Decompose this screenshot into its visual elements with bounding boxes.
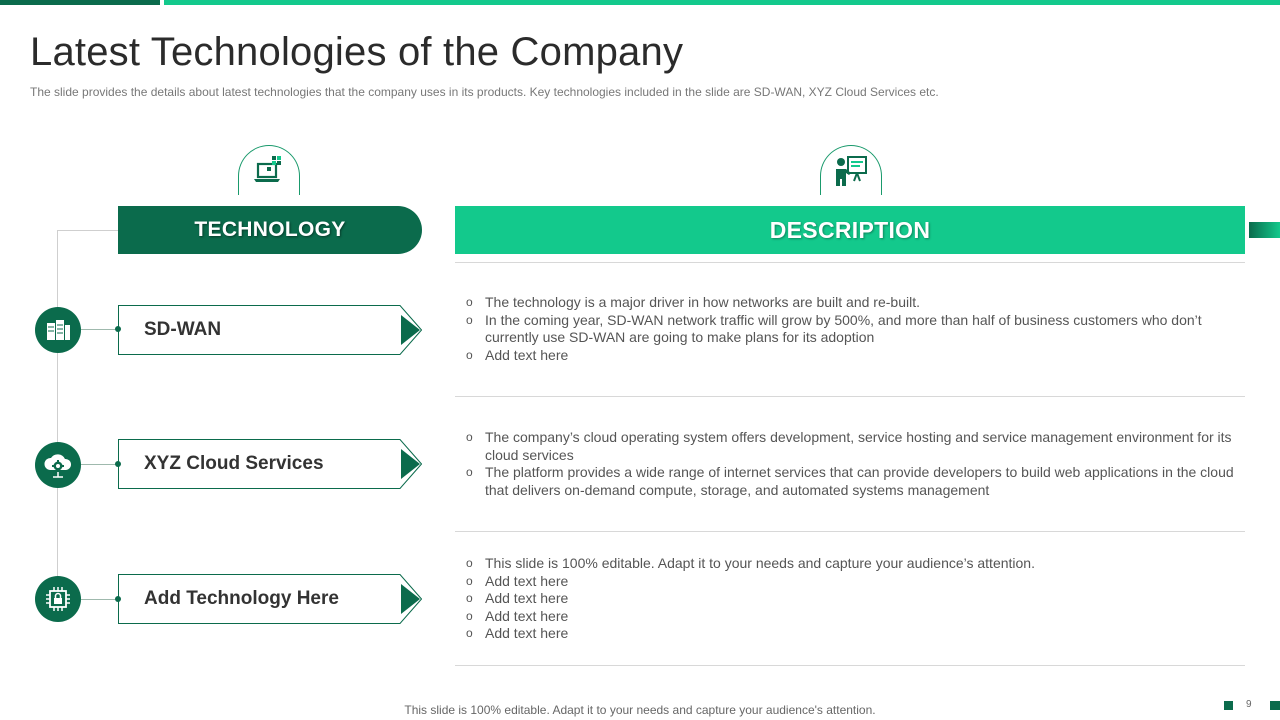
row-1-icon-circle: [35, 307, 81, 353]
list-item: o Add text here: [466, 346, 569, 363]
row-1-connector: [81, 329, 118, 330]
list-item: o This slide is 100% editable. Adapt it to your needs and capture your audience’s attention.: [466, 555, 1035, 571]
bullet-icon: o: [466, 626, 473, 641]
description-header-icon-frame: [820, 145, 882, 195]
list-item: o Add text here: [466, 625, 569, 642]
row-3-icon-circle: [35, 576, 81, 622]
description-header: [455, 206, 1245, 254]
right-accent-tab: [1249, 222, 1280, 238]
bullet-icon: o: [466, 465, 473, 480]
row-2-technology-box: [118, 439, 422, 489]
top-accent-bar-dark: [0, 0, 160, 5]
bullet-icon: o: [466, 591, 473, 606]
row-3-description-list: [466, 555, 1241, 643]
page-marker-right: [1270, 701, 1280, 710]
list-item: o Add text here: [466, 607, 569, 624]
row-2-connector: [81, 464, 118, 465]
timeline-top-connector: [57, 230, 118, 231]
row-3-technology-label: Add Technology Here: [144, 588, 339, 609]
page-number: 9: [1246, 699, 1252, 710]
technology-header: [118, 206, 422, 254]
bullet-icon: o: [466, 430, 473, 444]
footer-note: This slide is 100% editable. Adapt it to your needs and capture your audience's attention.: [404, 703, 876, 717]
description-separator: [455, 665, 1245, 666]
bullet-icon: o: [466, 608, 473, 623]
laptop-icon: [252, 154, 286, 188]
description-header-label: DESCRIPTION: [769, 216, 931, 243]
slide-subtitle: The slide provides the details about latest technologies that the company uses in its products. Key technologies included in the slide are SD-WAN, XYZ Cloud Services etc.: [30, 85, 939, 99]
technology-header-icon-frame: [238, 145, 300, 195]
row-1-dot: [115, 326, 121, 332]
row-2-dot: [115, 461, 121, 467]
slide-title: Latest Technologies of the Company: [30, 30, 684, 74]
list-item: o Add text here: [466, 590, 569, 607]
bullet-icon: o: [466, 347, 473, 362]
presenter-icon: [833, 153, 869, 189]
list-item: o Add text here: [466, 572, 569, 589]
row-2-description-list: [466, 429, 1241, 499]
row-1-technology-label: SD-WAN: [144, 319, 222, 340]
row-2-icon-circle: [35, 442, 81, 488]
bullet-icon: o: [466, 573, 473, 588]
row-3-dot: [115, 596, 121, 602]
technology-header-label: TECHNOLOGY: [194, 218, 346, 241]
row-1-technology-box: [118, 305, 422, 355]
list-item: o The technology is a major driver in how networks are built and re-built.: [466, 294, 920, 310]
description-separator: [455, 531, 1245, 532]
list-item: o The platform provides a wide range of internet services that can provide developers to build web applications in the cloud that delivers on-demand compute, storage, and automated systems management: [466, 464, 1234, 498]
page-marker-left: [1224, 701, 1233, 710]
list-item: o In the coming year, SD-WAN network traffic will grow by 500%, and more than half of business customers who don’t currently use SD-WAN are going to make plans for its adoption: [466, 311, 1202, 346]
timeline-vertical-line: [57, 230, 58, 600]
description-separator: [455, 262, 1245, 263]
row-1-description-list: [466, 294, 1241, 364]
top-accent-bar-light: [164, 0, 1280, 5]
row-3-technology-box: [118, 574, 422, 624]
server-icon: [44, 316, 72, 344]
row-2-technology-label: XYZ Cloud Services: [144, 453, 324, 474]
description-separator: [455, 396, 1245, 397]
bullet-icon: o: [466, 312, 473, 327]
bullet-icon: o: [466, 295, 473, 309]
chip-lock-icon: [43, 584, 73, 614]
cloud-gear-icon: [43, 451, 73, 479]
bullet-icon: o: [466, 556, 473, 570]
row-3-connector: [81, 599, 118, 600]
list-item: o The company’s cloud operating system offers development, service hosting and service management environment for its cloud services: [466, 429, 1232, 463]
